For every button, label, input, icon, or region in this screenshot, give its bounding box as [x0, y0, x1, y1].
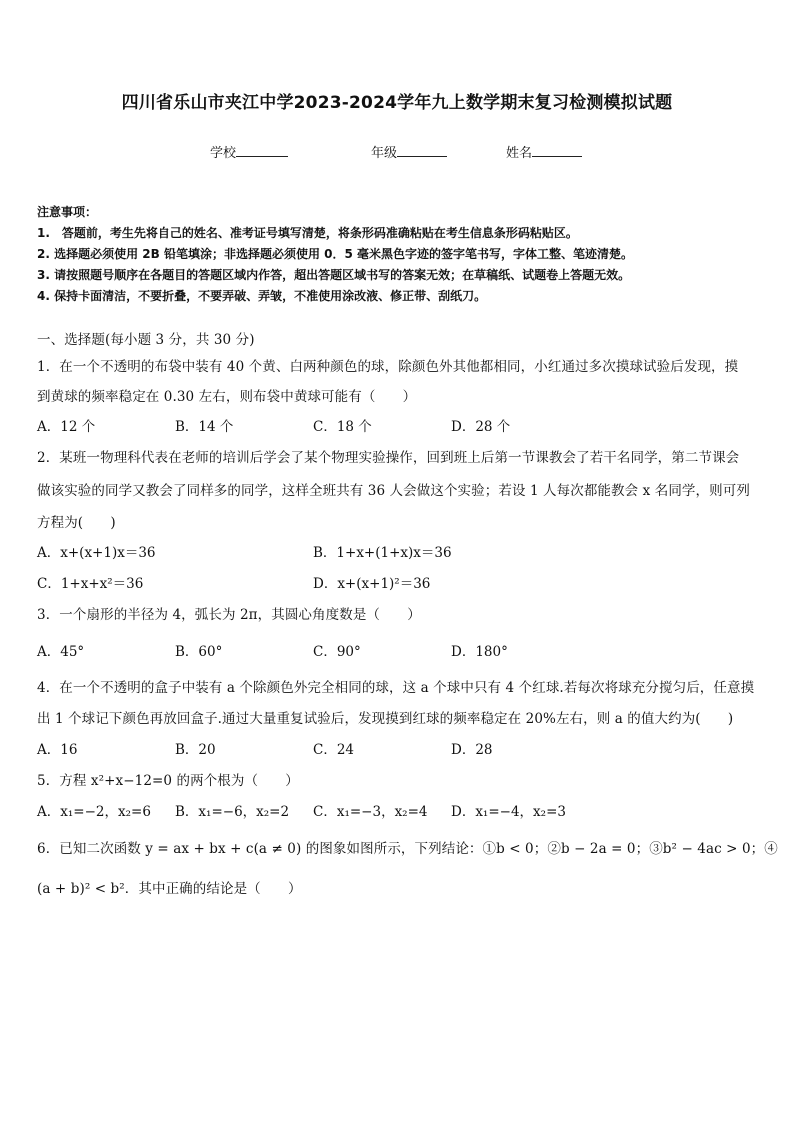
q2-option-b: B．1+x+(1+x)x＝36 [313, 545, 452, 561]
q1-option-b: B．14 个 [175, 419, 234, 435]
question-2-line-3: 方程为( ) [37, 515, 116, 531]
name-label: 姓名 [506, 146, 533, 161]
question-2-line-2: 做该实验的同学又教会了同样多的同学，这样全班共有 36 人会做这个实验；若设 1 人每次都能教会 x 名同学，则可列 [37, 483, 750, 499]
q1-option-a: A．12 个 [37, 419, 96, 435]
school-label: 学校 [210, 146, 237, 161]
notice-item-4: 4. 保持卡面清洁，不要折叠，不要弄破、弄皱，不准使用涂改液、修正带、刮纸刀。 [37, 289, 487, 303]
question-4-line-1: 4．在一个不透明的盒子中装有 a 个除颜色外完全相同的球，这 a 个球中只有 4 个红球.若每次将球充分搅匀后，任意摸 [37, 680, 755, 696]
grade-blank [397, 144, 447, 157]
q4-option-b: B．20 [175, 742, 216, 758]
grade-field [371, 142, 447, 161]
q4-option-d: D．28 [451, 742, 493, 758]
question-5-line-1: 5．方程 x²+x−12=0 的两个根为（ ） [37, 773, 299, 789]
q2-option-c: C．1+x+x²＝36 [37, 576, 144, 592]
question-1-line-2: 到黄球的频率稳定在 0.30 左右，则布袋中黄球可能有（ ） [37, 389, 417, 405]
name-field [506, 142, 582, 161]
question-3-line-1: 3．一个扇形的半径为 4，弧长为 2π，其圆心角度数是（ ） [37, 607, 421, 623]
q3-option-d: D．180° [451, 644, 508, 660]
q3-option-b: B．60° [175, 644, 223, 660]
exam-title: 四川省乐山市夹江中学2023-2024学年九上数学期末复习检测模拟试题 [121, 93, 673, 113]
notice-heading: 注意事项： [37, 205, 98, 219]
q5-option-c: C．x₁=−3，x₂=4 [313, 804, 428, 820]
q2-option-a: A．x+(x+1)x＝36 [37, 545, 156, 561]
notice-item-1: 1. 答题前，考生先将自己的姓名、准考证号填写清楚，将条形码准确粘贴在考生信息条形码粘贴区。 [37, 226, 578, 240]
q4-option-a: A．16 [37, 742, 78, 758]
question-6-line-1: 6．已知二次函数 y = ax + bx + c(a ≠ 0) 的图象如图所示，下列结论：①b < 0；②b − 2a = 0；③b² − 4ac > 0；④ [37, 841, 778, 857]
q2-option-d: D．x+(x+1)²＝36 [313, 576, 431, 592]
q5-option-b: B．x₁=−6，x₂=2 [175, 804, 290, 820]
section-heading: 一、选择题(每小题 3 分，共 30 分) [37, 332, 255, 348]
question-2-line-1: 2．某班一物理科代表在老师的培训后学会了某个物理实验操作，回到班上后第一节课教会了若干名同学，第二节课会 [37, 450, 740, 466]
school-field [210, 142, 288, 161]
q5-option-d: D．x₁=−4，x₂=3 [451, 804, 566, 820]
question-6-line-2: (a + b)² < b²．其中正确的结论是（ ） [37, 881, 302, 897]
q4-option-c: C．24 [313, 742, 355, 758]
q5-option-a: A．x₁=−2，x₂=6 [37, 804, 151, 820]
q1-option-c: C．18 个 [313, 419, 372, 435]
q3-option-c: C．90° [313, 644, 361, 660]
notice-item-2: 2. 选择题必须使用 2B 铅笔填涂；非选择题必须使用 0．5 毫米黑色字迹的签字笔书写，字体工整、笔迹清楚。 [37, 247, 633, 261]
question-4-line-2: 出 1 个球记下颜色再放回盒子.通过大量重复试验后，发现摸到红球的频率稳定在 20%左右，则 a 的值大约为( ) [37, 711, 734, 727]
name-blank [532, 144, 582, 157]
grade-label: 年级 [371, 146, 398, 161]
notice-item-3: 3. 请按照题号顺序在各题目的答题区域内作答，超出答题区域书写的答案无效；在草稿纸、试题卷上答题无效。 [37, 268, 631, 282]
q3-option-a: A．45° [37, 644, 85, 660]
school-blank [236, 144, 288, 157]
question-1-line-1: 1．在一个不透明的布袋中装有 40 个黄、白两种颜色的球，除颜色外其他都相同，小红通过多次摸球试验后发现，摸 [37, 359, 739, 375]
q1-option-d: D．28 个 [451, 419, 511, 435]
